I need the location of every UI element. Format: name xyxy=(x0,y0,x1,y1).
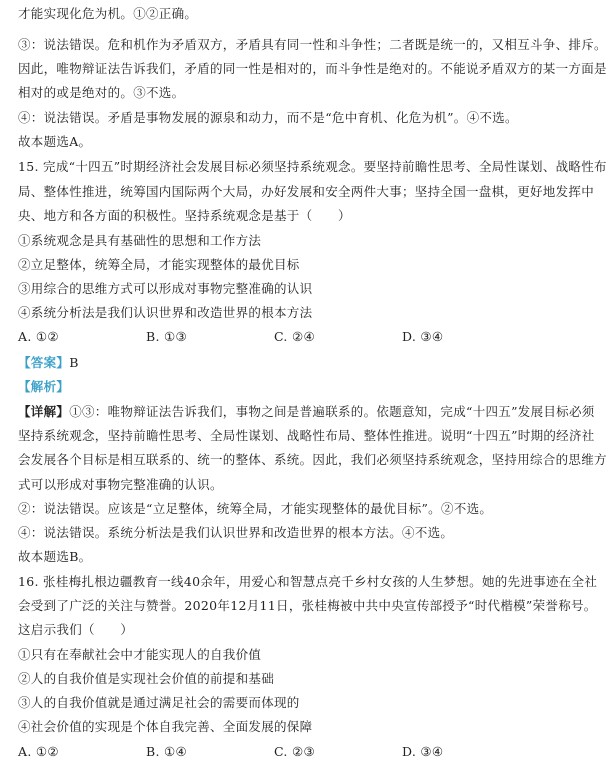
text-line: ③：说法错误。危和机作为矛盾双方，矛盾具有同一性和斗争性；二者既是统一的，又相互斗争、排斥。 xyxy=(18,37,607,52)
answer-line xyxy=(18,355,596,371)
option-c: C. ②④ xyxy=(274,329,315,344)
statement-item: ④系统分析法是我们认识世界和改造世界的根本方法 xyxy=(18,305,313,320)
option-c: C. ②③ xyxy=(274,744,315,759)
detail-line: ②：说法错误。应该是“立足整体，统筹全局，才能实现整体的最优目标”。②不选。 xyxy=(18,501,493,516)
detail-line: 会发展各个目标是相互联系的、统一的整体、系统。因此，我们必须坚持系统观念，坚持用综合的思维方 xyxy=(18,452,607,467)
text-line: 故本题选A。 xyxy=(18,134,92,149)
detail-line: 坚持系统观念，坚持前瞻性思考、全局性谋划、战略性布局、整体性推进。说明“十四五”时期的经济社 xyxy=(18,428,595,443)
option-d: D. ③④ xyxy=(402,744,444,759)
answer-value: B xyxy=(69,355,79,370)
statement-item: ①系统观念是具有基础性的思想和工作方法 xyxy=(18,233,262,248)
question-15-options xyxy=(18,329,596,345)
question-16-stem: 这启示我们（ ） xyxy=(18,622,134,637)
detail-text: ①③：唯物辩证法告诉我们，事物之间是普遍联系的。依题意知，完成“十四五”发展目标必须 xyxy=(69,404,595,419)
option-b: B. ①④ xyxy=(146,744,188,759)
analysis-line xyxy=(18,379,596,395)
option-a: A. ①② xyxy=(18,744,59,759)
detail-line: ④：说法错误。系统分析法是我们认识世界和改造世界的根本方法。④不选。 xyxy=(18,525,454,540)
text-line: 因此，唯物辩证法告诉我们，矛盾的同一性是相对的，而斗争性是绝对的。不能说矛盾双方的某一方面是 xyxy=(18,61,607,76)
option-a: A. ①② xyxy=(18,329,59,344)
option-b: B. ①③ xyxy=(146,329,188,344)
text-line: 才能实现化危为机。①②正确。 xyxy=(18,6,198,21)
text-line: 相对的或是绝对的。③不选。 xyxy=(18,85,185,100)
answer-tag: 【答案】 xyxy=(18,355,70,370)
detail-tag: 【详解】 xyxy=(18,404,70,419)
option-d: D. ③④ xyxy=(402,329,444,344)
question-15-stem: 央、地方和各方面的积极性。坚持系统观念是基于（ ） xyxy=(18,208,351,223)
question-15-stem: 15. 完成“十四五”时期经济社会发展目标必须坚持系统观念。要坚持前瞻性思考、全局性谋划、战略性布 xyxy=(18,159,607,174)
analysis-tag: 【解析】 xyxy=(18,379,70,394)
statement-item: ②立足整体，统筹全局，才能实现整体的最优目标 xyxy=(18,257,300,272)
statement-item: ①只有在奉献社会中才能实现人的自我价值 xyxy=(18,647,262,662)
text-line: ④：说法错误。矛盾是事物发展的源泉和动力，而不是“危中育机、化危为机”。④不选。 xyxy=(18,110,518,125)
question-16-stem: 会受到了广泛的关注与赞誉。2020年12月11日，张桂梅被中共中央宣传部授予“时代楷模”荣誉称号。 xyxy=(18,598,597,613)
statement-item: ④社会价值的实现是个体自我完善、全面发展的保障 xyxy=(18,719,313,734)
question-15-stem: 局、整体性推进，统筹国内国际两个大局，办好发展和安全两件大事；坚持全国一盘棋，更好地发挥中 xyxy=(18,184,595,199)
detail-line xyxy=(18,404,596,420)
statement-item: ③人的自我价值就是通过满足社会的需要而体现的 xyxy=(18,695,300,710)
statement-item: ③用综合的思维方式可以形成对事物完整准确的认识 xyxy=(18,281,313,296)
detail-line: 故本题选B。 xyxy=(18,549,92,564)
statement-item: ②人的自我价值是实现社会价值的前提和基础 xyxy=(18,671,275,686)
question-16-options xyxy=(18,744,596,760)
detail-line: 式可以形成对事物完整准确的认识。 xyxy=(18,477,223,492)
question-16-stem: 16. 张桂梅扎根边疆教育一线40余年，用爱心和智慧点亮千乡村女孩的人生梦想。她的先进事迹在全社 xyxy=(18,574,598,589)
